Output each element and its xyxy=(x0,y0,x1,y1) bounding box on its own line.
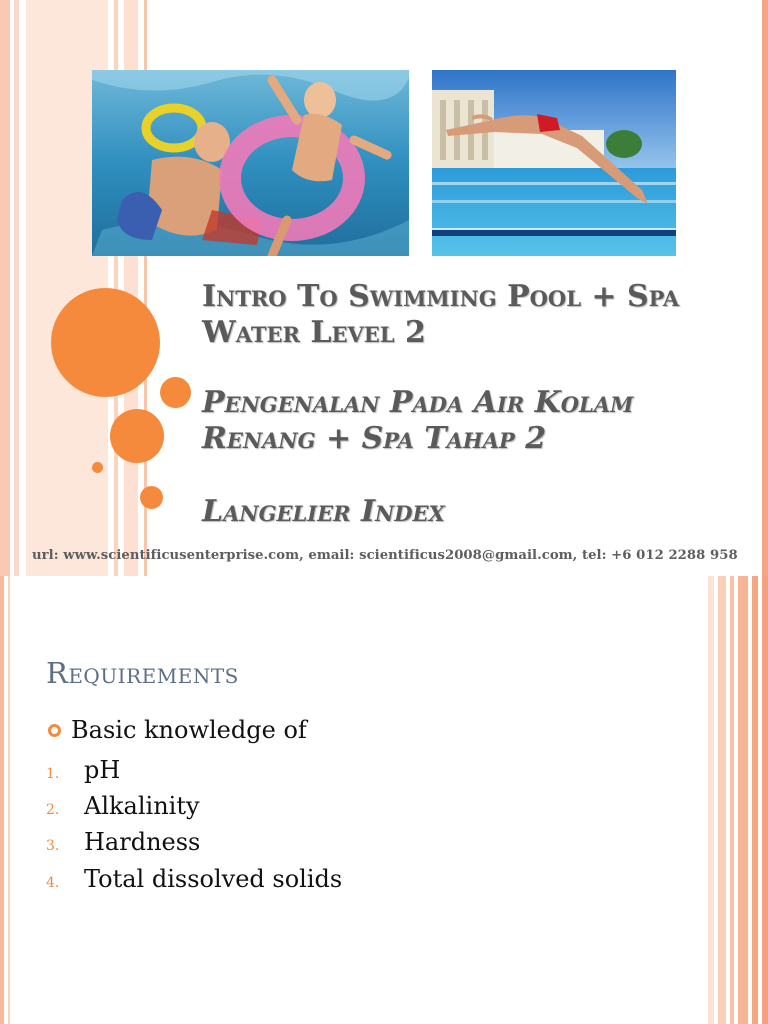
decor-circle-large xyxy=(51,288,160,397)
decor-circle xyxy=(140,486,163,509)
slide-subtitle xyxy=(202,385,742,457)
decor-stripe xyxy=(762,0,768,576)
decor-stripe xyxy=(8,576,10,1024)
bullet-text: Basic knowledge of xyxy=(71,716,307,744)
list-text: Hardness xyxy=(84,828,201,856)
decor-circle xyxy=(160,377,191,408)
list-item xyxy=(46,865,342,893)
decor-circle-small xyxy=(92,462,103,473)
list-number: 1. xyxy=(46,766,60,782)
list-number: 4. xyxy=(46,875,60,891)
requirements-slide xyxy=(0,576,768,1024)
decor-stripe xyxy=(730,576,734,1024)
decor-stripe xyxy=(718,576,726,1024)
kids-underwater-photo xyxy=(92,70,409,256)
subtitle-line-1: Pengenalan Pada Air Kolam xyxy=(202,385,634,420)
decor-stripe xyxy=(708,576,714,1024)
topic-text: Langelier Index xyxy=(202,494,445,529)
decor-stripe xyxy=(738,576,748,1024)
bullet-item xyxy=(48,716,307,744)
title-line-2: Water Level 2 xyxy=(202,315,426,350)
list-text: pH xyxy=(84,756,121,784)
decor-stripe xyxy=(14,0,19,576)
ring-bullet-icon xyxy=(48,724,61,737)
decor-stripe xyxy=(762,576,768,1024)
decor-stripe xyxy=(0,576,4,1024)
list-number: 2. xyxy=(46,802,60,818)
contact-footer: url: www.scientificusenterprise.com, email: scientificus2008@gmail.com, tel: +6 012 2288 958 xyxy=(32,548,738,563)
decor-circle xyxy=(110,409,164,463)
slide-title xyxy=(202,279,742,351)
slide-topic xyxy=(202,494,742,530)
list-number: 3. xyxy=(46,838,60,854)
diver-pool-photo xyxy=(432,70,676,256)
subtitle-line-2: Renang + Spa Tahap 2 xyxy=(202,421,547,456)
requirements-heading: Requirements xyxy=(46,656,239,690)
list-item xyxy=(46,828,200,856)
title-line-1: Intro To Swimming Pool + Spa xyxy=(202,279,680,314)
list-item xyxy=(46,792,200,820)
list-text: Total dissolved solids xyxy=(84,865,343,893)
decor-stripe xyxy=(0,0,10,576)
list-item xyxy=(46,756,120,784)
list-text: Alkalinity xyxy=(84,792,200,820)
decor-stripe xyxy=(752,576,758,1024)
